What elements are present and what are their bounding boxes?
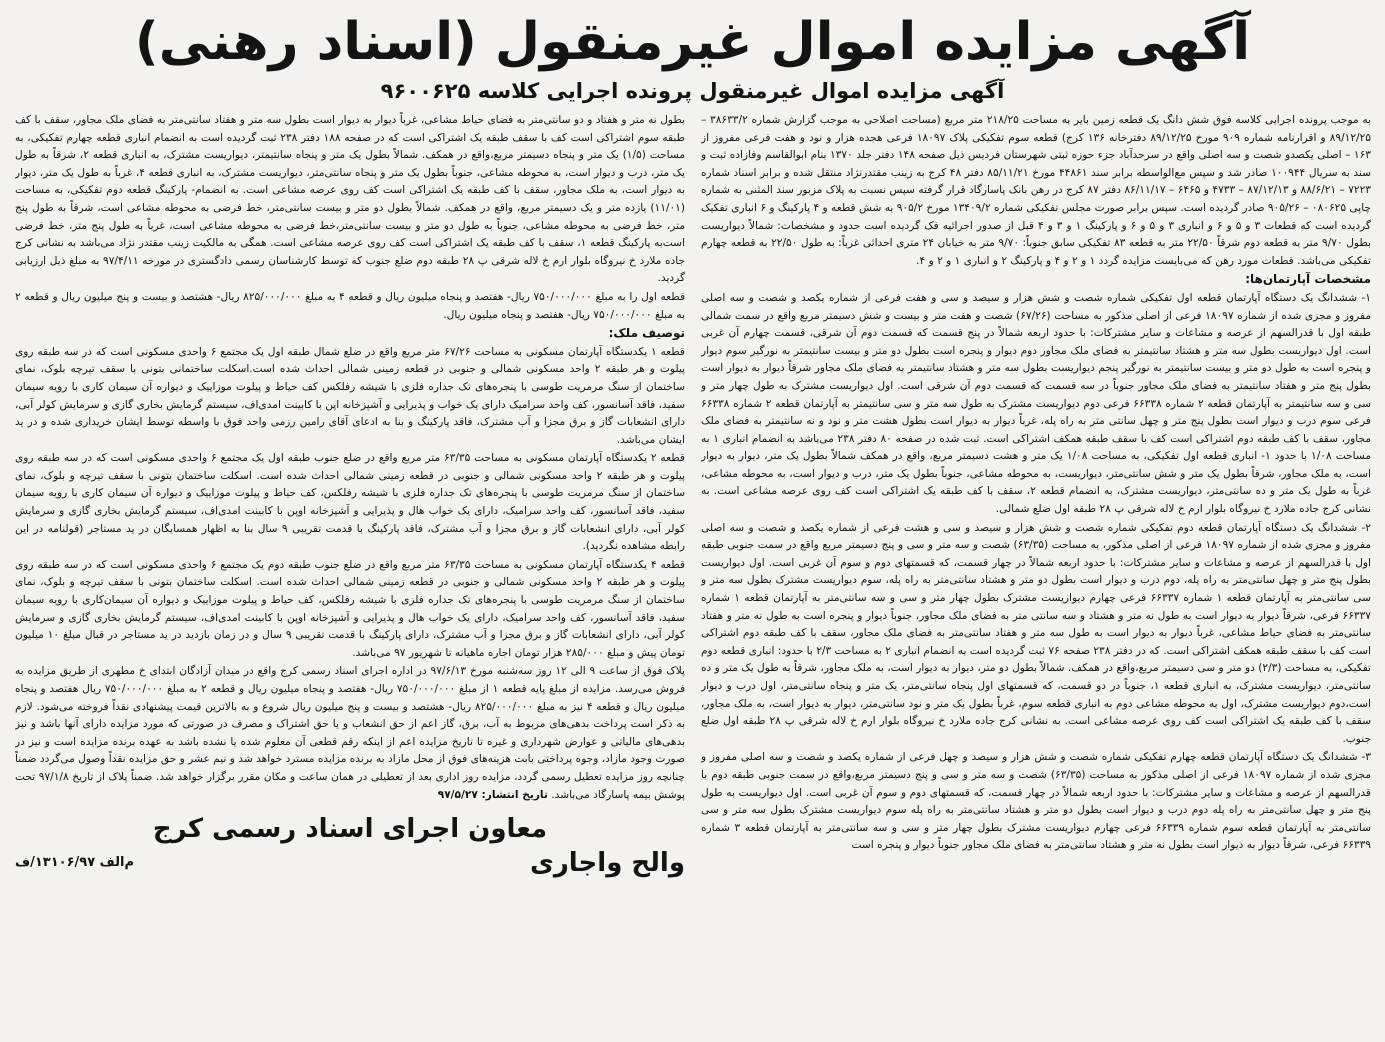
valuation-paragraph: قطعه اول را به مبلغ ۷۵۰/۰۰۰/۰۰۰ ریال- هفتصد و پنجاه میلیون ریال و قطعه ۴ به مبلغ ۸۲۵/۰۰۰/۰۰۰ ریال- هشتصد و بیست و پنج میلیون ریال و قطعه ۲ به مبلغ ۷۵۰/۰۰۰/۰۰۰ ریال- هفتصد و پنجاه میلیون ریال.: [15, 290, 685, 321]
signature-footer: [15, 846, 685, 880]
auction-terms-text: پلاک فوق از ساعت ۹ الی ۱۲ روز سه‌شنبه مورخ ۹۷/۶/۱۳ در اداره اجرای اسناد رسمی کرج واقع در میدان آزادگان ابتدای خ مطهری از طریق مزایده به فروش می‌رسد. مزایده از مبلغ پایه قطعه ۱ از مبلغ ۷۵۰/۰۰۰/۰۰۰ ریال- هفتصد و پنجاه میلیون ریال و قطعه ۲ به مبلغ ۷۵۰/۰۰۰/۰۰۰ ریال هفتصد و پنجاه میلیون ریال و قطعه ۴ نیز به مبلغ ۸۲۵/۰۰۰/۰۰۰ ریال- هشتصد و بیست و پنج میلیون ریال شروع و به بالاترین قیمت پیشنهادی نقداً فروخته می‌شود. لازم به ذکر است پرداخت بدهی‌های مربوط به آب، برق، گاز اعم از حق انشعاب و یا حق اشتراک و مصرف در صورتی که مورد مزایده دارای آنها باشد و نیز بدهی‌های مالیاتی و عوارض شهرداری و غیره تا تاریخ مزایده اعم از اینکه رقم قطعی آن معلوم شده یا نشده باشد به عهده برنده مزایده است و نیز در صورت وجود مازاد، وجوه پرداختی بابت هزینه‌های فوق از محل مازاد به برنده مزایده مسترد خواهد شد و نیم عشر و حق مزایده نقداً وصول می‌گردد ضمناً چنانچه روز مزایده تعطیل رسمی گردد، مزایده روز اداری بعد از تعطیلی در همان ساعت و مکان مقرر برگزار خواهد شد. ضمناً پلاک از تاریخ ۹۷/۱/۸ تحت پوشش بیمه پاسارگاد می‌باشد.: [15, 665, 685, 801]
description-unit-1: قطعه ۱ یکدستگاه آپارتمان مسکونی به مساحت ۶۷/۲۶ متر مربع واقع در ضلع شمال طبقه اول یک مجتمع ۶ واحدی مسکونی است که در سه طبقه روی پیلوت و هر طبقه ۲ واحد مسکونی شمالی و جنوبی در قطعه زمینی شمالی احداث شده است.اسکلت ساختمانی بتونی با سقف تیرچه بلوک، نمای ساختمان از سنگ مرمریت طوسی با پنجره‌های تک جداره فلزی با شیشه رفلکس کف حیاط و پیلوت موزاییک و دیواره آن سیمان کاری با رویه سیمان سفید، فاقد آسانسور، کف واحد سرامیک دارای یک خواب و پذیرایی و آشپزخانه اپن با کابینت امدی‌اف، سیستم گرمایش بخاری گازی و سرمایش کولر آبی، دارای انشعابات گاز و برق مجزا و آب مشترک، فاقد پارکینگ و بنا به ادعای آقای رامین رزمی واحد فوق با واسطه توسط ایشان خریداری شده و در ید ایشان می‌باشد.: [15, 345, 685, 446]
signature-name: والح واجاری: [530, 848, 685, 879]
description-unit-4: قطعه ۴ یکدستگاه آپارتمان مسکونی به مساحت ۶۳/۳۵ متر مربع واقع در ضلع جنوب طبقه دوم یک مجتمع ۶ واحدی مسکونی است که در سه طبقه روی پیلوت و هر طبقه ۲ واحد مسکونی شمالی و جنوبی در قطعه زمینی شمالی احداث شده است. اسکلت ساختمان بتونی با سقف تیرچه و بلوک، نمای ساختمان از سنگ مرمریت طوسی با پنجره‌های تک جداره فلزی با شیشه رفلکس، کف حیاط و پیلوت موزاییک و دیواره آن سیمان‌کاری با رویه سیمان سفید، فاقد آسانسور، کف واحد سرامیک، دارای یک خواب هال و پذیرایی و آشپزخانه اوپن با کابینت امدی‌اف، سیستم گرمایش بخاری گازی و سرمایش کولر آبی، دارای انشعابات گاز و برق مجزا و آب مشترک، دارای پارکینگ با قدمت تقریبی ۹ سال و در زمان بازدید در ید مستاجر در قبال مبلغ ۱۰ میلیون تومان پیش و مبلغ ۲۸۵/۰۰۰ هزار تومان اجاره ماهیانه تا شهریور ۹۷ می‌باشد.: [15, 558, 685, 659]
right-column: [701, 112, 1371, 1022]
footer-reference: م‌الف ۱۳۱۰۶/۹۷/ف: [15, 855, 135, 871]
specs-heading: مشخصات آپارتمان‌ها:: [1245, 272, 1371, 287]
description-unit-2: قطعه ۲ یکدستگاه آپارتمان مسکونی به مساحت ۶۳/۳۵ متر مربع واقع در ضلع جنوب طبقه اول یک مجتمع ۶ واحدی مسکونی است که در سه طبقه روی پیلوت و هر طبقه ۲ واحد مسکونی شمالی و جنوبی در قطعه زمینی شمالی احداث شده است. اسکلت ساختمان بتونی با سقف تیرچه و بلوک، نمای ساختمان از سنگ مرمریت طوسی با پنجره‌های تک جداره فلزی با شیشه رفلکس، کف حیاط و پیلوت موزاییک و دیواره آن سیمان کاری با رویه سیمان سفید، فاقد آسانسور، کف واحد سرامیک، دارای یک خواب هال و پذیرایی و آشپزخانه اوپن با کابینت امدی‌اف، سیستم گرمایش بخاری گازی و سرمایش کولر آبی، دارای انشعابات گاز و برق مجزا و آب مشترک، فاقد پارکینگ با قدمت تقریبی ۹ سال بنا به اظهار همسایگان در ید مستاجر (قولنامه در این رابطه مشاهده نگردید).: [15, 452, 685, 553]
left-column: [15, 112, 685, 1022]
apartment-item-3: ۳- ششدانگ یک دستگاه آپارتمان قطعه چهارم تفکیکی شماره شصت و شش هزار و سیصد و چهل فرعی از شماره یکصد و شصت و سه اصلی مفروز و مجزی شده از شماره ۱۸۰۹۷ فرعی از اصلی مذکور به مساحت (۶۳/۳۵) شصت و سه متر و سی و پنج دسیمتر مربع،واقع در سمت جنوبی طبقه دوم با قدرالسهم از عرصه و مشاعات و سایر مشترکات: با حدود اربعه شمالاً در چهار قسمت، که قسمتهای دوم و سوم آن غربی است. اول دیواریست به طول پنج متر و چهل سانتی‌متر به راه پله دوم درب و دیوار است بطول دو متر و هشتاد سانتی‌متر به راه پله سوم دیواریست مشترک بطول سه متر و سی سانتی‌متر به آپارتمان قطعه سوم شماره ۶۶۳۳۹ فرعی چهارم دیواریست مشترک بطول چهار متر و سی و سه سانتی‌متر به آپارتمان قطعه ۳ شماره ۶۶۳۳۹ فرعی، شرقاً دیوار به دیوار است بطول نه متر و هشتاد سانتی‌متر به فضای ملک مجاور جنوباً دیوار و پنجره است: [701, 751, 1371, 852]
page-title: آگهی مزایده اموال غیرمنقول (اسناد رهنی): [134, 12, 1251, 72]
auction-terms: [15, 663, 685, 804]
item-3-continuation: بطول نه متر و هفتاد و دو سانتی‌متر به فضای حیاط مشاعی، غرباً دیوار به دیوار است بطول سه متر و هفتاد سانتی‌متر به فضای ملک مجاور، سقف با کف طبقه سوم اشتراکی است کف با سقف طبقه یک اشتراکی است که در صفحه ۱۸۸ دفتر ۲۳۸ ثبت گردیده است به انضمام انباری قطعه چهارم تفکیکی، به مساحت (۱/۵) یک متر و پنجاه دسیمتر مربع،واقع در همکف. شمالاً بطول یک متر و پنجاه سانتیمتر، دیواریست مشترک، به انباری قطعه ۲، شرقاً به طول یک متر، درب و دیوار است، به محوطه مشاعی، جنوباً بطول یک متر و پنجاه سانتی‌متر، دیواریست مشترک، به انباری قطعه ۴، غرباً به طول یک متر، دیوار به دیوار است، به ملک مجاور، سقف با کف طبقه یک اشتراکی است کف روی عرصه مشاعی است. به انضمام- پارکینگ قطعه دوم تفکیکی، به مساحت (۱۱/۰۱) یازده متر و یک دسیمتر مربع، واقع در همکف. شمالاً بطول دو متر و بیست سانتی‌متر، خط فرضی به محوطه مشاعی است، شرقاً به طول پنج متر، خط فرضی به محوطه مشاعی، جنوباً به طول دو متر و بیست سانتی‌متر،خط فرضی به محوطه مشاعی است، غرباً به طول پنج متر، خط فرضی است‌به پارکینگ قطعه ۱، سقف با کف طبقه یک اشتراکی است کف روی عرصه مشاعی است. همگی به مالکیت زینب مقتدر نژاد می‌باشد به نشانی کرج جاده ملارد خ نیروگاه بلوار ارم خ لاله شرقی پ ۲۸ طبقه دوم ضلع جنوب که توسط کارشناسان رسمی دادگستری در مورخه ۹۷/۴/۱۱ به مبلغ ذیل ارزیابی گردید.: [15, 114, 685, 285]
page-subtitle: آگهی مزایده اموال غیرمنقول پرونده اجرایی کلاسه ۹۶۰۰۶۲۵: [380, 79, 1005, 103]
apartment-item-2: ۲- ششدانگ یک دستگاه آپارتمان قطعه دوم تفکیکی شماره شصت و شش هزار و سیصد و سی و هشت فرعی از شماره یکصد و شصت و سه اصلی مفروز و مجزی شده از شماره ۱۸۰۹۷ فرعی از اصلی مذکور، به مساحت (۶۳/۳۵) شصت و سه متر و سی و پنج دسیمتر مربع واقع در سمت جنوبی طبقه اول با قدرالسهم از عرصه و مشاعات و سایر مشترکات: با حدود اربعه شمالاً در چهار قسمت، که قسمتهای دوم و سوم آن غربی است. اول دیواریست بطول پنج متر و چهل سانتی‌متر به راه پله، دوم درب و دیوار است بطول دو متر و هشتاد سانتی‌متر به راه پله، سوم دیواریست مشترک بطول سه متر و سی سانتی‌متر به آپارتمان قطعه ۱ شماره ۶۶۳۳۷ فرعی چهارم دیواریست مشترک بطول چهار متر و سی و سه سانتی‌متر به آپارتمان قطعه ۱ شماره ۶۶۳۳۷ فرعی، شرقاً دیوار به دیوار است به طول نه متر و هشتاد و سه سانتی متر به فضای ملک مجاور، جنوباً دیوار و پنجره است به طول نه متر و هفتاد سانتی‌متر به فضای حیاط مشاعی، غرباً دیوار به دیوار است به طول سه متر و هفتاد سانتی‌متر به فضای ملک مجاور، سقف با کف طبقه دوم اشتراکی است کف با سقف طبقه همکف اشتراکی است. که در دفتر ۲۳۸ صفحه ۷۶ ثبت گردیده است به انضمام انباری ۲ به مساحت ۲/۳ با حدود: انباری قطعه دوم تفکیکی، به مساحت (۲/۳) دو متر و سی دسیمتر مربع،واقع در همکف. شمالاً بطول دو متر، دیوار به دیوار است، به ملک مجاور، شرقاً به طول یک متر و ده سانتی‌متر، دیواریست مشترک، به انباری قطعه ۱، جنوباً در دو قسمت، که قسمتهای اول پنجاه سانتی‌متر، یک متر و پنجاه سانتی‌متر، اول درب و دیوار است،دوم دیواریست مشترک، اول به محوطه مشاعی دوم به انباری قطعه سوم، غرباً بطول یک متر و نود سانتی‌متر، دیوار به دیوار است، به ملک مجاور، سقف با کف طبقه یک اشتراکی است کف روی عرصه مشاعی است. به نشانی کرج جاده ملارد خ نیروگاه بلوار ارم خ لاله شرقی پ ۲۸ طبقه اول ضلع جنوب.: [701, 521, 1371, 745]
description-heading: توصیف ملک:: [608, 326, 685, 341]
notice-body: [14, 112, 1371, 1022]
intro-paragraph: به موجب پرونده اجرایی کلاسه فوق شش دانگ یک قطعه زمین بایر به مساحت ۲۱۸/۲۵ متر مربع (مساحت اصلاحی به موجب گزارش شماره ۳۸۶۳۳/۲ – ۸۹/۱۲/۲۵ و اقرارنامه شماره ۹۰۹ مورخ ۸۹/۱۲/۲۵ دفترخانه ۱۳۶ کرج) قطعه سوم تفکیکی پلاک ۱۸۰۹۷ فرعی هجده هزار و نود و هفت فرعی مفروز از ۱۶۳ – اصلی یکصدو شصت و سه اصلی واقع در سرحدآباد جزء حوزه ثبتی شهرستان فردیس ذیل صفحه ۱۴۸ دفتر جلد ۱۳۷۰ بنام ابوالقاسم وفازاده ثبت و سند به سریال ۱۰۰۹۴۴ صادر شد و سپس مع‌الواسطه برابر سند ۴۴۸۶۱ مورخ ۸۵/۱۱/۲۱ دفتر ۴۸ کرج به زینب مقتدرنژاد منتقل شده و برابر اسناد شماره ۷۲۲۳ – ۸۸/۶/۲۱ و ۸۷/۱۲/۱۳ – ۴۷۳۳ و ۶۴۶۵ – ۸۶/۱۱/۱۷ دفتر ۸۷ کرج در رهن بانک پاسارگاد قرار گرفته سپس نسبت به پلاک مزبور سند المثنی به شماره چاپی ۰۸۰۶۲۵ – ۹۰۵/۲۶ صادر گردیده است. سپس برابر صورت مجلس تفکیکی شماره ۱۳۴۰۹/۲ مورخ ۹۰۵/۲ به شش قطعه و ۴ پارکینگ و ۶ انباری تفکیک گردیده است که قطعات ۳ و ۵ و ۶ و انباری ۳ و ۵ و ۶ و پارکینگ ۱ و ۳ و ۴ قبل از صدور اجرائیه فک گردیده است حدود و مشخصات: شمالاً دیواریست بطول ۹/۷۰ متر به قطعه دوم شرقاً ۲۲/۵۰ متر به قطعه ۸۳ تفکیکی سابق جنوباً: ۹/۷۰ متر به خیابان ۲۴ متری احداثی غرباً: به طول ۲۲/۵۰ به قطعه چهارم تفکیکی می‌باشد. قطعات مورد رهن که می‌بایست مزایده گردد ۱ و ۲ و ۴ و پارکینگ ۲ و انباری ۱ و ۲ و ۴.: [701, 114, 1371, 267]
publish-date: تاریخ انتشار: ۹۷/۵/۲۷: [437, 788, 548, 801]
apartment-item-1: ۱- ششدانگ یک دستگاه آپارتمان قطعه اول تفکیکی شماره شصت و شش هزار و سیصد و سی و هفت فرعی از شماره یکصد و شصت و سه اصلی مفروز و مجزی شده از شماره ۱۸۰۹۷ فرعی از اصلی مذکور به مساحت (۶۷/۲۶) شصت و هفت متر و بیست و شش دسیمتر مربع واقع در سمت شمالی طبقه اول با قدرالسهم از عرصه و مشاعات و سایر مشترکات: با حدود اربعه شمالاً در پنج قسمت که قسمت دوم آن شرقی، قسمت چهارم آن غربی است. اول دیواریست بطول سه متر و هشتاد سانتیمتر به فضای ملک مجاور دوم دیوار و پنجره است بطول دو متر و بیست سانتیمتر به نورگیر سوم دیوار و پنجره است به طول دو متر و بیست سانتیمتر به نورگیر پنجم دیواریست بطول سه متر و هشتاد سانتیمتر به فضای ملک مجاور شرقاً دیوار به دیوار است بطول پنج متر و هفتاد سانتیمتر به فضای ملک مجاور جنوباً در سه قسمت که قسمت دوم آن شرقی است. اول دیواریست مشترک به طول چهار متر و سی و سه سانتیمتر به آپارتمان قطعه ۲ شماره ۶۶۳۳۸ فرعی دوم دیواریست مشترک به طول سه متر و سی سانتیمتر به آپارتمان قطعه ۲ شماره ۶۶۳۳۸ فرعی سوم درب و دیوار است بطول پنج متر و چهل سانتی متر به راه پله، غرباً دیوار به دیوار است بطول هشت متر و نود و نه سانتیمتر به فضای ملک مجاور، سقف با کف طبقه دوم اشتراکی است کف با سقف طبقه همکف اشتراکی است. ثبت شده در صفحه ۸۰ دفتر ۲۳۸ می‌باشد به انضمام انباری ۱ به مساحت ۱/۰۸ با حدود ۱- انباری قطعه اول تفکیکی، به مساحت ۱/۰۸ یک متر و هشت دسیمتر مربع، واقع در همکف شمالاً بطول یک متر، دیوار به دیوار است، به ملک مجاور، شرقاً بطول یک متر و شش سانتی‌متر، دیواریست، به محوطه مشاعی، جنوباً بطول یک متر، درب و دیوار است، به محوطه مشاعی، غرباً به طول یک متر و ده سانتی‌متر، دیواریست مشترک، به انضمام قطعه ۲، سقف با کف طبقه یک اشتراکی است کف روی عرصه مشاعی است. به نشانی کرج جاده ملارد خ نیروگاه بلوار ارم خ لاله شرقی پ ۲۸ طبقه اول ضلع شمالی.: [701, 291, 1371, 516]
signature-block: [15, 812, 685, 880]
signature-title: معاون اجرای اسناد رسمی کرج: [152, 814, 548, 845]
